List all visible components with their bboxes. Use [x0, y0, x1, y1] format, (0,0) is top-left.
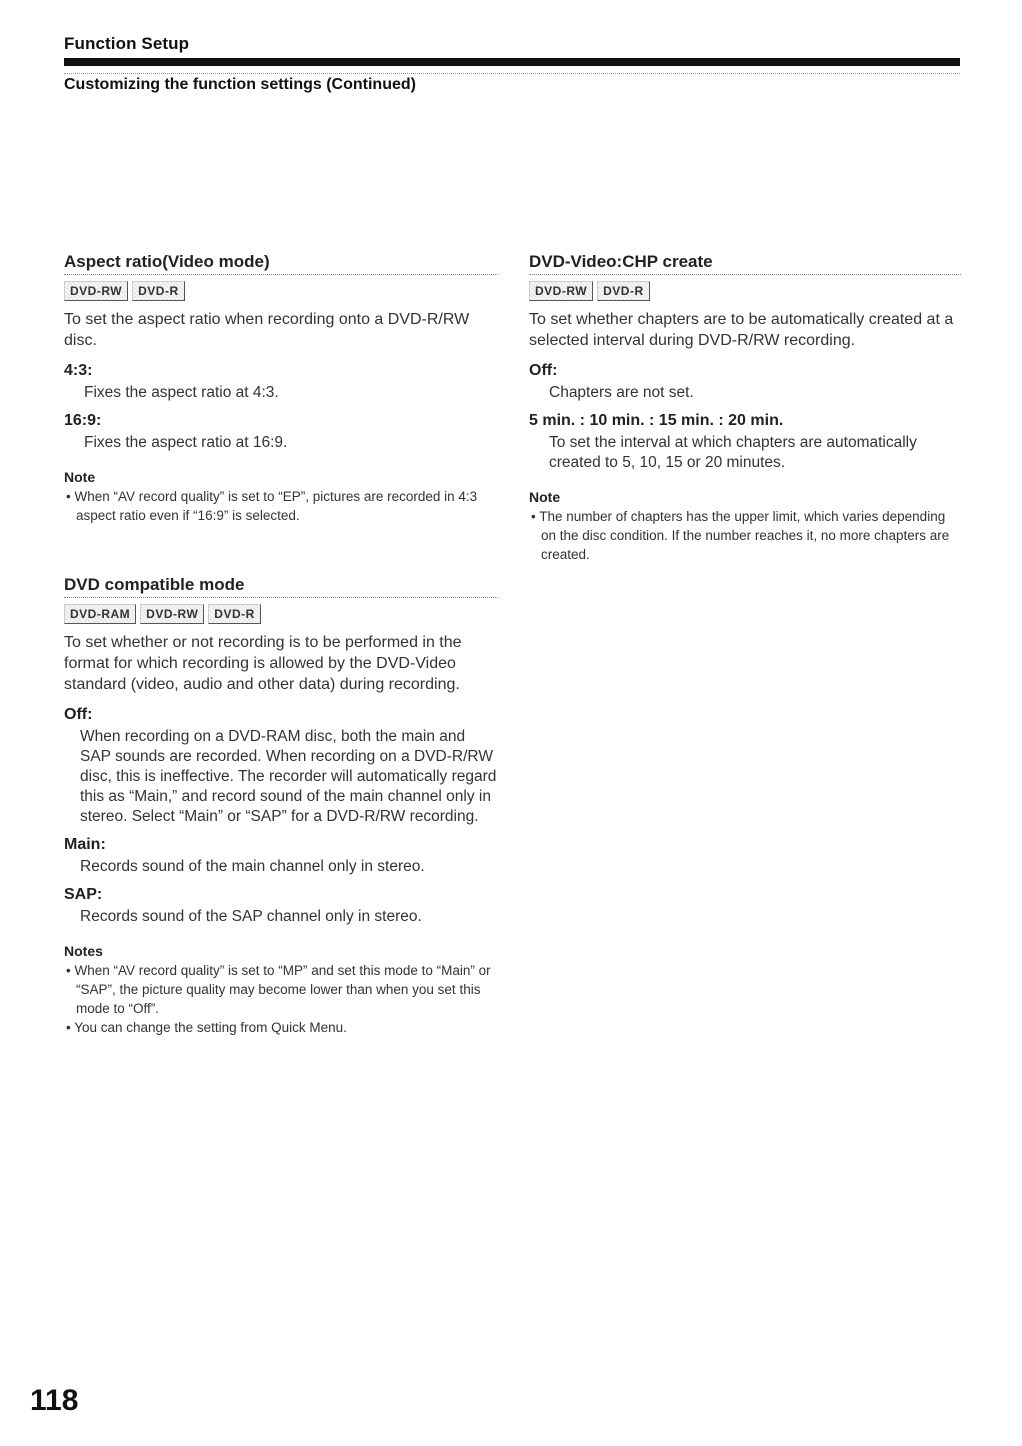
note-item: • When “AV record quality” is set to “EP”, pictures are recorded in 4:3 aspect ratio even if “16:9” is selected. [66, 489, 478, 523]
note-heading: Note [64, 469, 96, 485]
dvd-compatible-description: To set whether or not recording is to be performed in the format for which recording is allowed by the DVD-Video standard (video, audio and other data) during recording. [64, 634, 462, 693]
dvd-rw-badge: DVD-RW [529, 281, 593, 301]
option-label: Off: [529, 362, 558, 379]
aspect-ratio-description: To set the aspect ratio when recording onto a DVD-R/RW disc. [64, 311, 470, 349]
option-text: Fixes the aspect ratio at 16:9. [84, 434, 288, 451]
dvd-r-badge: DVD-R [597, 281, 650, 301]
chp-create-description: To set whether chapters are to be automatically created at a selected interval during DVD-R/RW recording. [529, 311, 954, 349]
note-heading: Notes [64, 943, 103, 959]
aspect-ratio-heading: Aspect ratio(Video mode) [64, 251, 498, 275]
dvd-rw-badge: DVD-RW [64, 281, 128, 301]
note-item: • The number of chapters has the upper limit, which varies depending on the disc condition. If the number reaches it, no more chapters are created. [531, 509, 950, 562]
option-label: 4:3: [64, 362, 93, 379]
dvd-r-badge: DVD-R [132, 281, 185, 301]
option-text: Records sound of the main channel only in stereo. [80, 858, 425, 875]
chp-create-heading: DVD-Video:CHP create [529, 251, 961, 275]
aspect-ratio-section [64, 251, 498, 525]
page-subtitle: Customizing the function settings (Continued) [64, 76, 416, 93]
header-rule [64, 58, 960, 66]
option-text: Fixes the aspect ratio at 4:3. [84, 384, 279, 401]
note-item: • You can change the setting from Quick Menu. [66, 1020, 347, 1035]
disc-badges [529, 281, 961, 303]
option-text: When recording on a DVD-RAM disc, both the main and SAP sounds are recorded. When recording on a DVD-R/RW disc, this is ineffective. The recorder will automatically regard this as “Main,” and record sound of the main channel only in stereo. Select “Main” or “SAP” for a DVD-R/RW recording. [80, 728, 497, 825]
option-label: 16:9: [64, 412, 102, 429]
option-label: SAP: [64, 886, 103, 903]
dvd-r-badge: DVD-R [208, 604, 261, 624]
header-divider [64, 73, 960, 74]
note-item: • When “AV record quality” is set to “MP” and set this mode to “Main” or “SAP”, the picture quality may become lower than when you set this mode to “Off”. [66, 963, 491, 1016]
dvd-compatible-heading: DVD compatible mode [64, 574, 498, 598]
page-number: 118 [30, 1384, 79, 1417]
option-text: Records sound of the SAP channel only in stereo. [80, 908, 422, 925]
section-title: Function Setup [64, 34, 190, 53]
option-label: Off: [64, 706, 93, 723]
note-heading: Note [529, 489, 561, 505]
option-text: To set the interval at which chapters are automatically created to 5, 10, 15 or 20 minutes. [549, 434, 917, 471]
option-label: Main: [64, 836, 106, 853]
chp-create-section [529, 251, 961, 564]
dvd-compatible-section [64, 574, 498, 1037]
option-text: Chapters are not set. [549, 384, 694, 401]
option-label: 5 min. : 10 min. : 15 min. : 20 min. [529, 412, 784, 429]
disc-badges [64, 281, 498, 303]
dvd-ram-badge: DVD-RAM [64, 604, 136, 624]
disc-badges [64, 604, 498, 626]
dvd-rw-badge: DVD-RW [140, 604, 204, 624]
